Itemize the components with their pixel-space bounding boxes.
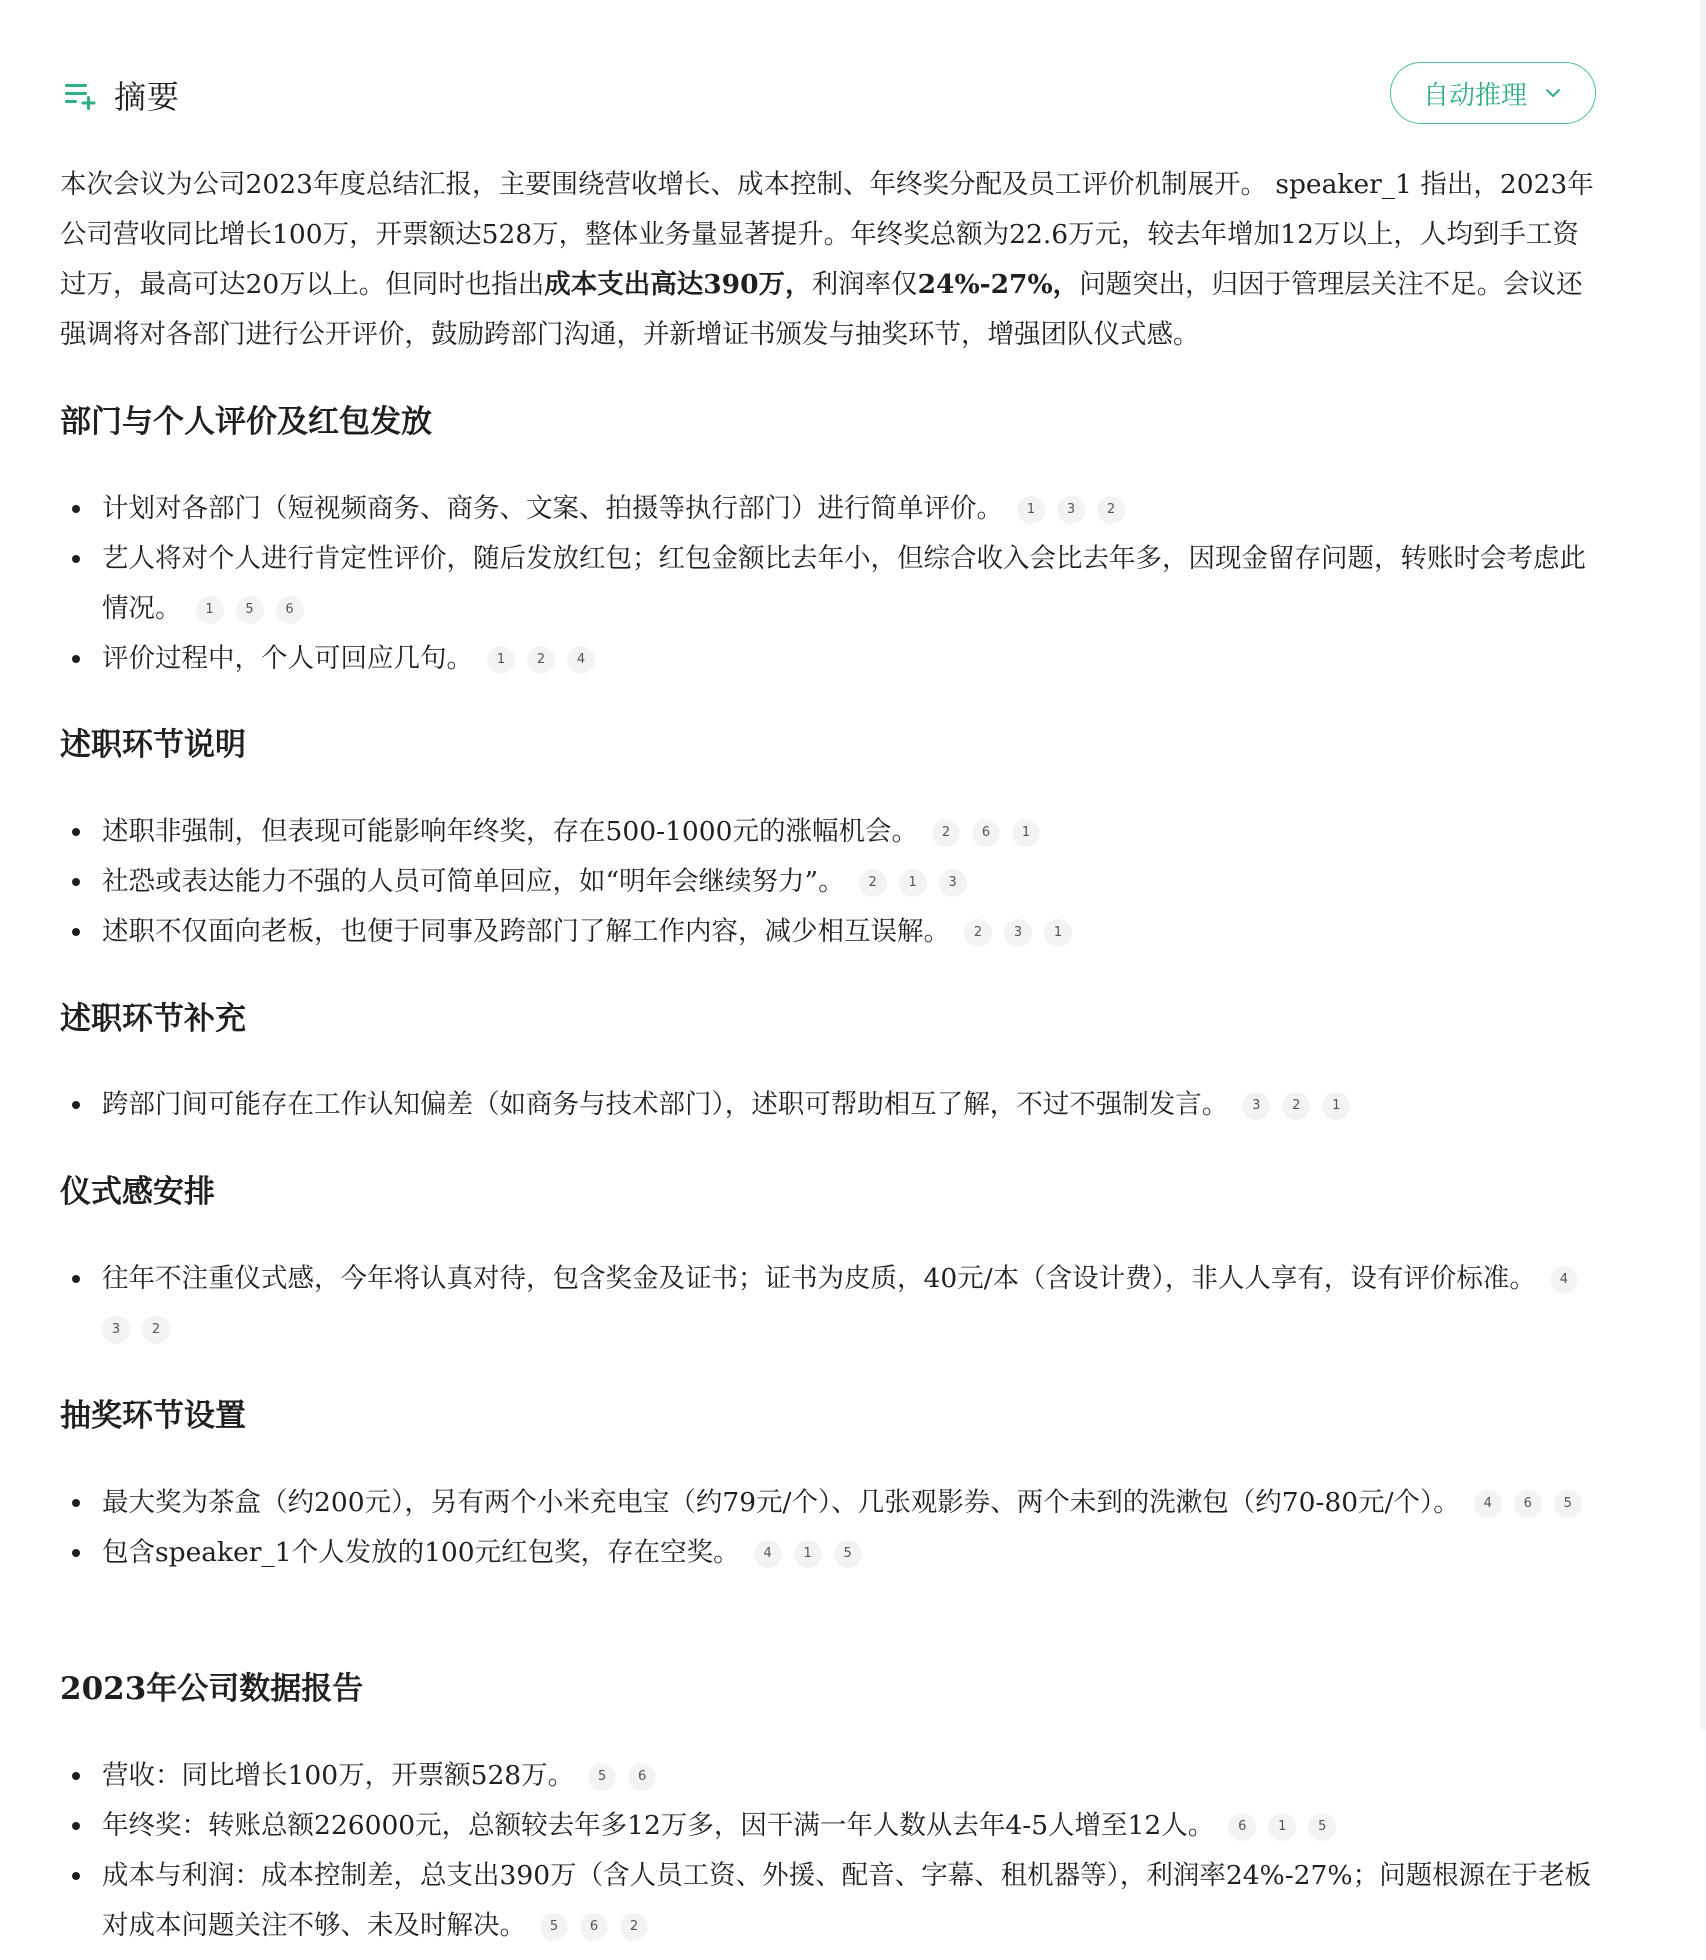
citation-refs: [588, 1760, 668, 1791]
section-title: 抽奖环节设置: [60, 1398, 246, 1434]
citation-badge[interactable]: 5: [1308, 1813, 1336, 1841]
list-item-text: 艺人将对个人进行肯定性评价，随后发放红包；红包金额比去年小，但综合收入会比去年多，因现金留存问题，转账时会考虑此情况。: [102, 543, 1586, 624]
citation-badge[interactable]: 1: [1012, 819, 1040, 847]
citation-badge[interactable]: 2: [620, 1913, 648, 1941]
citation-badge[interactable]: 6: [628, 1763, 656, 1791]
section-list: [60, 807, 1600, 957]
citation-badge[interactable]: 6: [1514, 1490, 1542, 1518]
citation-badge[interactable]: 2: [1097, 496, 1125, 524]
citation-badge[interactable]: 4: [754, 1540, 782, 1568]
citation-refs: [859, 866, 979, 897]
scrollbar-track[interactable]: [1700, 0, 1706, 1730]
list-item-text: 社恐或表达能力不强的人员可简单回应，如“明年会继续努力”。: [102, 866, 845, 897]
citation-badge[interactable]: 4: [1474, 1490, 1502, 1518]
summary-list-sparkle-icon: [60, 75, 100, 115]
list-item: [60, 634, 1600, 684]
summary-header-left: [60, 72, 180, 118]
citation-badge[interactable]: 3: [1004, 919, 1032, 947]
citation-refs: [540, 1910, 660, 1941]
citation-badge[interactable]: 4: [567, 646, 595, 674]
section-title: 2023年公司数据报告: [60, 1671, 364, 1707]
citation-badge[interactable]: 1: [1044, 919, 1072, 947]
intro-bold-cost: 成本支出高达390万，: [544, 269, 812, 300]
citation-badge[interactable]: 2: [932, 819, 960, 847]
citation-badge[interactable]: 5: [1554, 1490, 1582, 1518]
list-item: [60, 857, 1600, 907]
citation-badge[interactable]: 4: [1550, 1266, 1578, 1294]
section-title: 仪式感安排: [60, 1174, 215, 1210]
section-list: [60, 484, 1600, 684]
citation-badge[interactable]: 2: [964, 919, 992, 947]
list-item: [60, 1801, 1600, 1851]
intro-text-2: 利润率仅: [811, 269, 918, 300]
citation-badge[interactable]: 3: [939, 869, 967, 897]
section-title: 述职环节说明: [60, 727, 246, 763]
citation-badge[interactable]: 6: [580, 1913, 608, 1941]
citation-badge[interactable]: 1: [794, 1540, 822, 1568]
list-item-text: 跨部门间可能存在工作认知偏差（如商务与技术部门），述职可帮助相互了解，不过不强制发言。: [102, 1089, 1229, 1120]
citation-badge[interactable]: 2: [1282, 1092, 1310, 1120]
citation-refs: [1474, 1487, 1594, 1518]
citation-badge[interactable]: 3: [102, 1316, 130, 1344]
section-list: [60, 1478, 1600, 1578]
list-item: [60, 807, 1600, 857]
section-list: [60, 1751, 1600, 1951]
citation-badge[interactable]: 6: [972, 819, 1000, 847]
citation-refs: [1017, 493, 1137, 524]
list-item-text: 成本与利润：成本控制差，总支出390万（含人员工资、外援、配音、字幕、租机器等），利润率24%-27%；问题根源在于老板对成本问题关注不够、未及时解决。: [102, 1860, 1592, 1941]
citation-refs: [1228, 1810, 1348, 1841]
list-item: [60, 1751, 1600, 1801]
citation-badge[interactable]: 5: [236, 596, 264, 624]
list-item: [60, 484, 1600, 534]
citation-badge[interactable]: 1: [487, 646, 515, 674]
list-item-text: 营收：同比增长100万，开票额528万。: [102, 1760, 575, 1791]
list-item: [60, 1528, 1600, 1578]
chevron-down-icon: [1543, 83, 1563, 103]
citation-refs: [1242, 1089, 1362, 1120]
citation-badge[interactable]: 2: [859, 869, 887, 897]
section-title: 部门与个人评价及红包发放: [60, 404, 432, 440]
citation-badge[interactable]: 6: [1228, 1813, 1256, 1841]
citation-badge[interactable]: 2: [142, 1316, 170, 1344]
citation-refs: [754, 1537, 874, 1568]
list-item: [60, 1478, 1600, 1528]
summary-header: [60, 62, 1596, 132]
citation-badge[interactable]: 3: [1057, 496, 1085, 524]
citation-badge[interactable]: 5: [834, 1540, 862, 1568]
summary-title: 摘要: [114, 78, 181, 116]
list-item-text: 述职非强制，但表现可能影响年终奖，存在500-1000元的涨幅机会。: [102, 816, 918, 847]
citation-refs: [196, 593, 316, 624]
list-item-text: 述职不仅面向老板，也便于同事及跨部门了解工作内容，减少相互误解。: [102, 916, 950, 947]
citation-badge[interactable]: 5: [540, 1913, 568, 1941]
citation-badge[interactable]: 5: [588, 1763, 616, 1791]
list-item-text: 往年不注重仪式感，今年将认真对待，包含奖金及证书；证书为皮质，40元/本（含设计费），非人人享有，设有评价标准。: [102, 1263, 1536, 1294]
citation-badge[interactable]: 3: [1242, 1092, 1270, 1120]
list-item: [60, 1080, 1600, 1130]
list-item-text: 评价过程中，个人可回应几句。: [102, 643, 473, 674]
citation-badge[interactable]: 2: [527, 646, 555, 674]
section-list: [60, 1080, 1600, 1130]
citation-badge[interactable]: 1: [196, 596, 224, 624]
citation-badge[interactable]: 1: [1322, 1092, 1350, 1120]
citation-refs: [487, 643, 607, 674]
summary-intro: [60, 160, 1600, 360]
intro-text-1: 本次会议为公司2023年度总结汇报，主要围绕营收增长、成本控制、年终奖分配及员工评价机制展开。 speaker_1 指出，2023年公司营收同比增长100万，开票额达528万，整体业务量显著提升。年终奖总额为22.6万元，较去年增加12万以上，人均到手工资过万，最高可达20万以上。但同时也指出: [60, 169, 1594, 300]
citation-badge[interactable]: 6: [276, 596, 304, 624]
list-item-text: 年终奖：转账总额226000元，总额较去年多12万多，因干满一年人数从去年4-5人增至12人。: [102, 1810, 1215, 1841]
citation-refs: [964, 916, 1084, 947]
citation-badge[interactable]: 1: [1268, 1813, 1296, 1841]
list-item: [60, 1851, 1600, 1951]
citation-badge[interactable]: 1: [899, 869, 927, 897]
auto-reasoning-dropdown[interactable]: [1390, 62, 1596, 124]
list-item-text: 包含speaker_1个人发放的100元红包奖，存在空奖。: [102, 1537, 740, 1568]
intro-text-3: 问题突出，归因于管理层关注不足。会议还强调将对各部门进行公开评价，鼓励跨部门沟通，并新增证书颁发与抽奖环节，增强团队仪式感。: [60, 269, 1583, 350]
list-item-text: 最大奖为茶盒（约200元），另有两个小米充电宝（约79元/个）、几张观影券、两个未到的洗漱包（约70-80元/个）。: [102, 1487, 1460, 1518]
auto-reasoning-label: 自动推理: [1422, 80, 1527, 111]
section-list: [60, 1254, 1600, 1354]
list-item: [60, 1254, 1600, 1354]
intro-bold-margin: 24%-27%，: [917, 269, 1080, 300]
citation-badge[interactable]: 1: [1017, 496, 1045, 524]
citation-refs: [932, 816, 1052, 847]
list-item: [60, 907, 1600, 957]
list-item: [60, 534, 1600, 634]
list-item-text: 计划对各部门（短视频商务、商务、文案、拍摄等执行部门）进行简单评价。: [102, 493, 1003, 524]
section-title: 述职环节补充: [60, 1001, 246, 1037]
